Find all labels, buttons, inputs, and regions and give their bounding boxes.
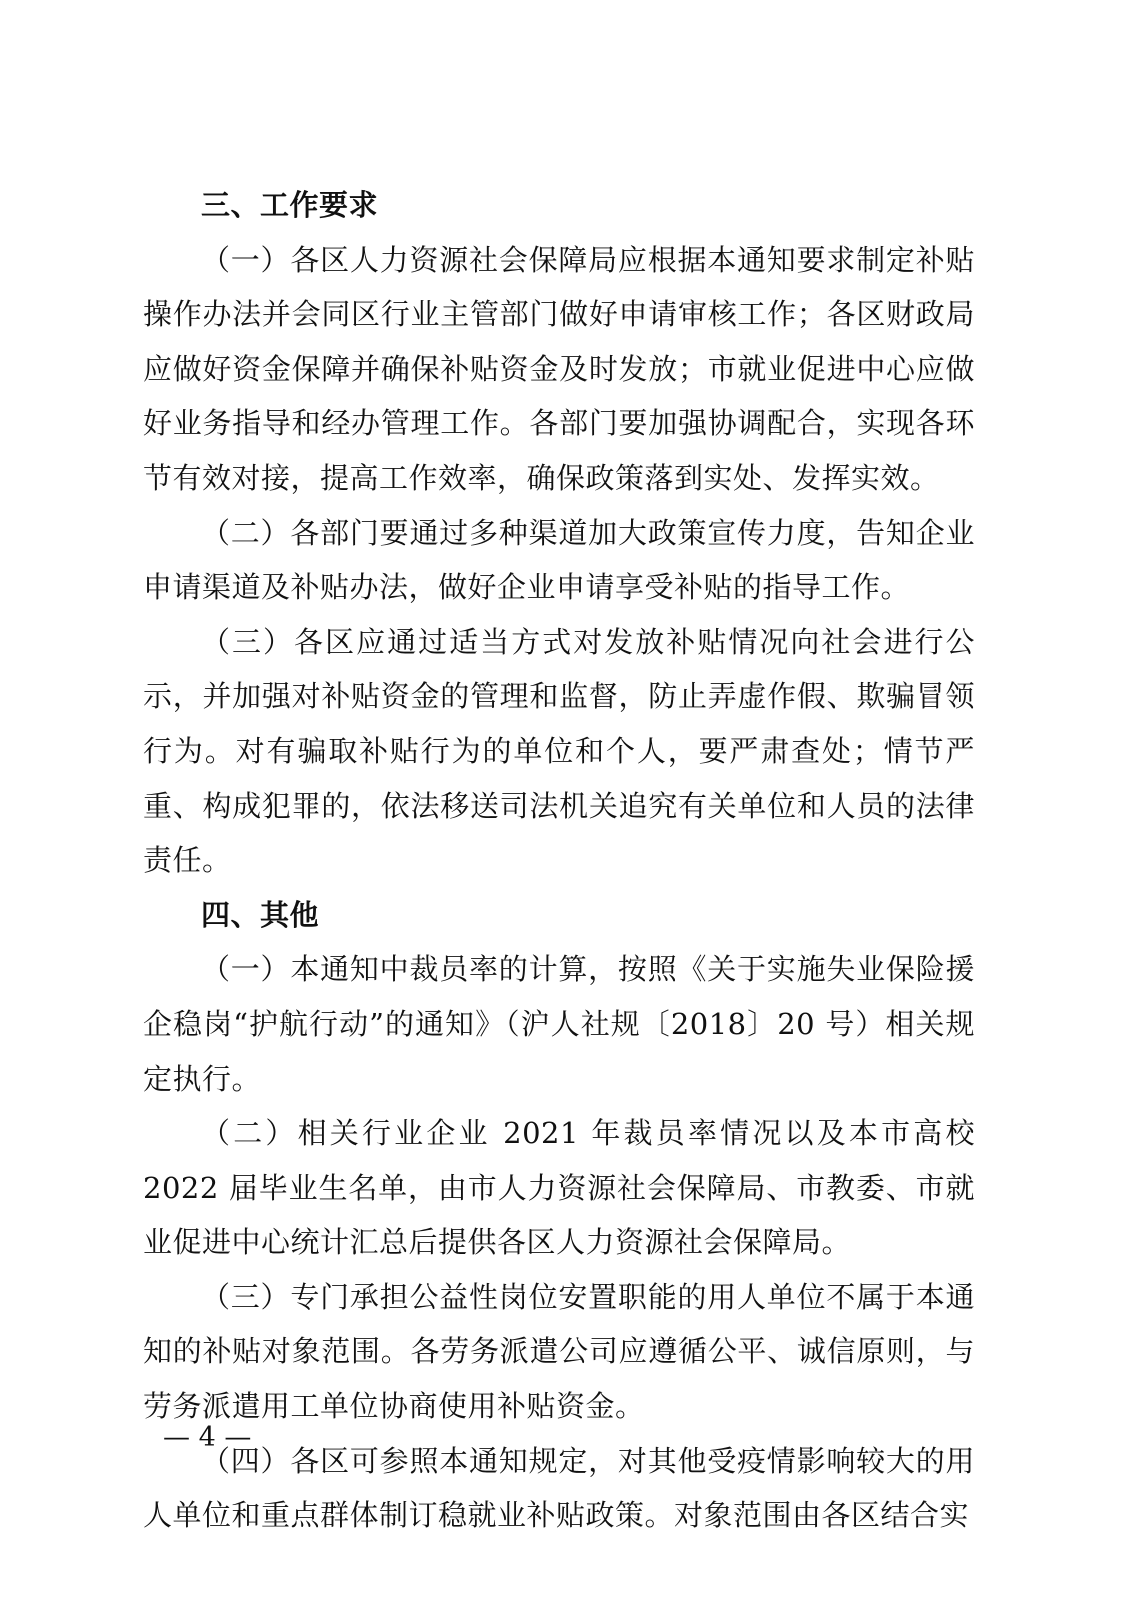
section-heading-work-requirements: 三、工作要求 bbox=[201, 188, 379, 222]
paragraph-3-1: （一）各区人力资源社会保障局应根据本通知要求制定补贴操作办法并会同区行业主管部门做好申请审核工作；各区财政局应做好资金保障并确保补贴资金及时发放；市就业促进中心应做好业务指导和经办管理工作。各部门要加强协调配合，实现各环节有效对接，提高工作效率，确保政策落到实处、发挥实效。 bbox=[143, 242, 975, 495]
paragraph-3-2: （二）各部门要通过多种渠道加大政策宣传力度，告知企业申请渠道及补贴办法，做好企业申请享受补贴的指导工作。 bbox=[143, 515, 975, 605]
paragraph-4-3: （三）专门承担公益性岗位安置职能的用人单位不属于本通知的补贴对象范围。各劳务派遣公司应遵循公平、诚信原则，与劳务派遣用工单位协商使用补贴资金。 bbox=[143, 1279, 975, 1424]
page-number: — 4 — bbox=[163, 1422, 252, 1453]
paragraph-3-3: （三）各区应通过适当方式对发放补贴情况向社会进行公示，并加强对补贴资金的管理和监督，防止弄虚作假、欺骗冒领行为。对有骗取补贴行为的单位和个人，要严肃查处；情节严重、构成犯罪的，依法移送司法机关追究有关单位和人员的法律责任。 bbox=[143, 624, 975, 878]
paragraph-4-2: （二）相关行业企业 2021 年裁员率情况以及本市高校 2022 届毕业生名单，由市人力资源社会保障局、市教委、市就业促进中心统计汇总后提供各区人力资源社会保障局。 bbox=[143, 1116, 975, 1260]
document-body bbox=[143, 178, 975, 1543]
section-heading-other: 四、其他 bbox=[201, 897, 320, 932]
paragraph-4-4: （四）各区可参照本通知规定，对其他受疫情影响较大的用人单位和重点群体制订稳就业补贴政策。对象范围由各区结合实 bbox=[143, 1443, 975, 1533]
paragraph-4-1: （一）本通知中裁员率的计算，按照《关于实施失业保险援企稳岗“护航行动”的通知》（沪人社规〔2018〕20 号）相关规定执行。 bbox=[143, 952, 975, 1096]
